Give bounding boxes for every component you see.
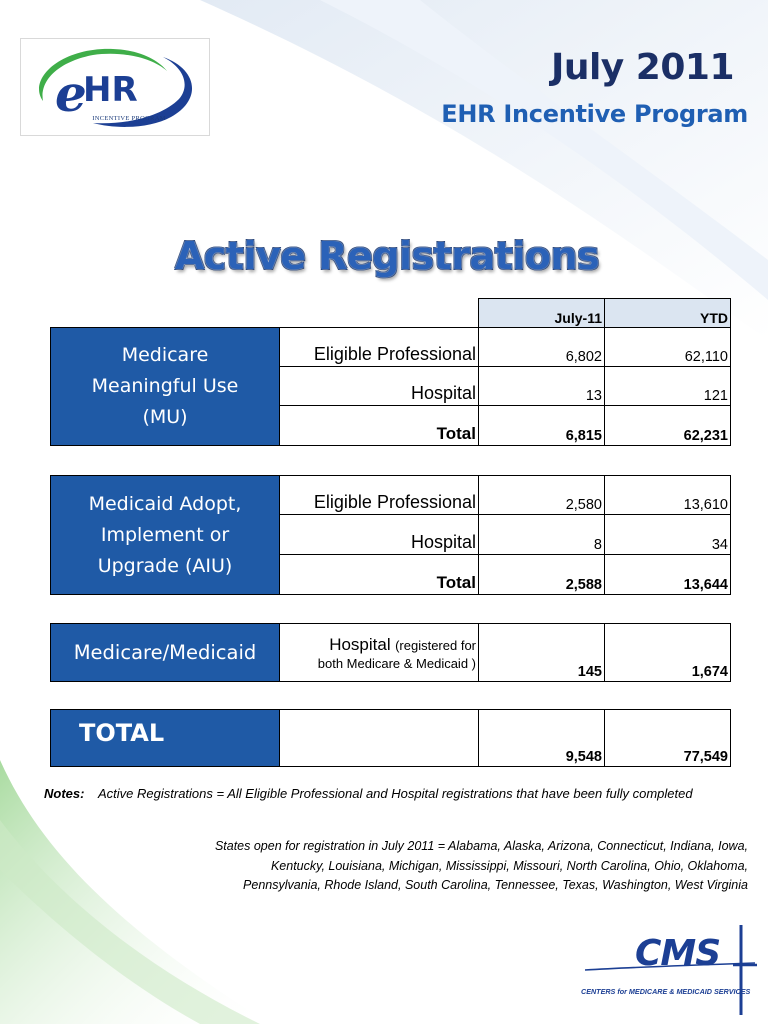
row-medicaid-hosp-label — [279, 514, 479, 555]
row-medicare-hosp-label — [279, 366, 479, 406]
cell-value: 2,580 — [565, 497, 602, 513]
cell-value: 62,231 — [683, 428, 728, 444]
logo-tagline: INCENTIVE PROGRAM — [92, 115, 166, 122]
cell-value: 2,588 — [565, 577, 602, 593]
row-label-text: Eligible Professional — [313, 344, 476, 364]
group-label-medicare-medicaid — [50, 623, 280, 682]
hospital-word: Hospital — [329, 635, 391, 654]
program-title: EHR Incentive Program — [441, 100, 748, 128]
group-label-medicare-medicaid-text: Medicare/Medicaid — [73, 641, 257, 664]
svg-text:e: e — [55, 64, 87, 123]
row-medicaid-ep-july — [478, 475, 605, 515]
row-medicaid-ep-label — [279, 475, 479, 515]
states-list — [108, 837, 748, 896]
row-total-blank — [279, 709, 479, 767]
cms-logo-mark — [575, 915, 760, 1020]
row-medicaid-total-ytd — [604, 554, 731, 595]
cell-value: 62,110 — [684, 349, 728, 365]
cell-value: 77,549 — [683, 749, 728, 765]
row-medicare-ep-july — [478, 327, 605, 367]
row-medicare-total-july — [478, 405, 605, 446]
row-label-text: Total — [436, 573, 476, 592]
hospital-note: (registered for — [395, 638, 476, 653]
states-line-1: States open for registration in July 2011 = Alabama, Alaska, Arizona, Connecticut, Indiana, Iowa, — [214, 839, 748, 853]
row-label-text: Hospital — [410, 383, 476, 403]
col-header-july-text: July-11 — [554, 310, 602, 326]
hospital-note-line2: both Medicare & Medicaid ) — [317, 656, 476, 671]
row-medicare-total-ytd — [604, 405, 731, 446]
row-total-ytd — [604, 709, 731, 767]
group-label-total-text: TOTAL — [79, 719, 165, 747]
cms-logo — [575, 915, 760, 1020]
states-line-2: Kentucky, Louisiana, Michigan, Mississippi, Missouri, North Carolina, Ohio, Oklahoma, — [270, 858, 748, 873]
month-title: July 2011 — [550, 47, 734, 88]
row-medicare-ep-label — [279, 327, 479, 367]
row-both-hosp-label-text — [278, 636, 478, 673]
notes-text: Active Registrations = All Eligible Professional and Hospital registrations that have been fully completed — [98, 786, 693, 801]
col-header-july — [478, 298, 605, 328]
row-label-text: Hospital — [410, 532, 476, 552]
group-label-medicaid-aiu-text: Medicaid Adopt, Implement or Upgrade (AIU) — [88, 492, 242, 577]
col-header-ytd-text: YTD — [700, 310, 728, 326]
row-medicare-hosp-july — [478, 366, 605, 406]
row-total-july — [478, 709, 605, 767]
notes-label: Notes: — [44, 786, 85, 801]
group-label-medicaid-aiu — [50, 475, 280, 595]
cms-tagline: CENTERS for MEDICARE & MEDICAID SERVICES — [581, 987, 751, 996]
row-both-hosp-label — [279, 623, 479, 682]
cell-value: 6,815 — [565, 428, 602, 444]
group-label-medicare-mu-text: Medicare Meaningful Use (MU) — [91, 344, 239, 428]
row-medicaid-total-july — [478, 554, 605, 595]
row-medicare-ep-ytd — [604, 327, 731, 367]
cell-value: 121 — [703, 388, 728, 404]
row-both-hosp-ytd — [604, 623, 731, 682]
col-header-ytd — [604, 298, 731, 328]
row-medicare-total-label — [279, 405, 479, 446]
cell-value: 8 — [593, 537, 602, 553]
row-label-text: Total — [436, 424, 476, 443]
group-label-medicare-mu — [50, 327, 280, 446]
row-label-text: Eligible Professional — [313, 492, 476, 512]
cell-value: 34 — [711, 537, 728, 553]
cell-value: 13,644 — [683, 577, 728, 593]
section-title: Active Registrations — [174, 234, 600, 278]
cell-value: 13,610 — [683, 497, 728, 513]
row-medicaid-hosp-july — [478, 514, 605, 555]
row-medicaid-total-label — [279, 554, 479, 595]
cell-value: 13 — [585, 388, 602, 404]
cell-value: 9,548 — [565, 749, 602, 765]
states-line-3: Pennsylvania, Rhode Island, South Carolina, Tennessee, Texas, Washington, West Virginia — [243, 878, 748, 892]
row-medicaid-ep-ytd — [604, 475, 731, 515]
cell-value: 6,802 — [565, 349, 602, 365]
row-both-hosp-july — [478, 623, 605, 682]
cell-value: 1,674 — [691, 664, 728, 680]
svg-text:HR: HR — [83, 70, 138, 110]
cell-value: 145 — [577, 664, 602, 680]
group-label-total — [50, 709, 280, 767]
row-medicare-hosp-ytd — [604, 366, 731, 406]
svg-text:CMS: CMS — [635, 933, 721, 974]
row-medicaid-hosp-ytd — [604, 514, 731, 555]
